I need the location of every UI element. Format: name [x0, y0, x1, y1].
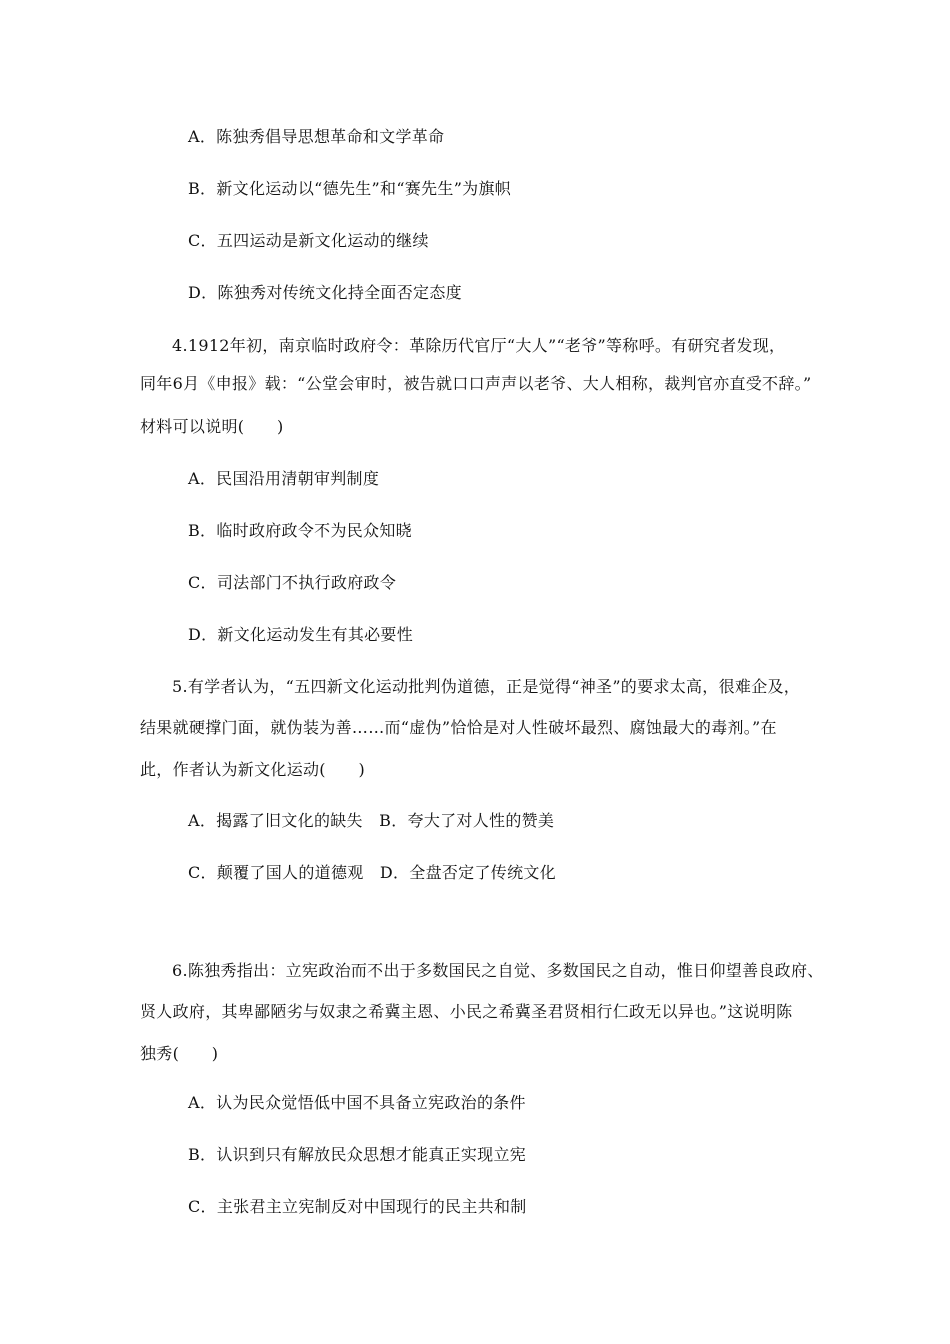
option-a: A．陈独秀倡导思想革命和文学革命: [188, 127, 445, 146]
question-5-options-row-2: C．颠覆了国人的道德观 D．全盘否定了传统文化: [188, 863, 556, 882]
question-6-option-a: A．认为民众觉悟低中国不具备立宪政治的条件: [188, 1093, 526, 1112]
question-4-stem-line-3: 材料可以说明( ): [140, 417, 284, 436]
question-5-stem-line-2: 结果就硬撑门面，就伪装为善……而“虚伪”恰恰是对人性破坏最烈、腐蚀最大的毒剂。”在: [140, 718, 777, 737]
question-5-stem-line-1: 5.有学者认为，“五四新文化运动批判伪道德，正是觉得“神圣”的要求太高，很难企及，: [172, 677, 801, 696]
question-4-option-b: B．临时政府政令不为民众知晓: [188, 521, 412, 540]
question-6-stem-line-2: 贤人政府，其卑鄙陋劣与奴隶之希冀主恩、小民之希冀圣君贤相行仁政无以异也。”这说明陈: [140, 1002, 793, 1021]
option-c: C．五四运动是新文化运动的继续: [188, 231, 429, 250]
option-b: B．新文化运动以“德先生”和“赛先生”为旗帜: [188, 179, 512, 198]
question-6-option-b: B．认识到只有解放民众思想才能真正实现立宪: [188, 1145, 527, 1164]
question-6-stem-line-3: 独秀( ): [140, 1044, 219, 1063]
question-6-stem-line-1: 6.陈独秀指出：立宪政治而不出于多数国民之自觉、多数国民之自动，惟日仰望善良政府、: [172, 961, 824, 980]
option-d: D．陈独秀对传统文化持全面否定态度: [188, 283, 462, 302]
question-5-options-row-1: A．揭露了旧文化的缺失 B．夸大了对人性的赞美: [188, 811, 555, 830]
question-5-stem-line-3: 此，作者认为新文化运动( ): [140, 760, 365, 779]
question-4-option-c: C．司法部门不执行政府政令: [188, 573, 397, 592]
question-4-stem-line-1: 4.1912年初，南京临时政府令：革除历代官厅“大人”“老爷”等称呼。有研究者发现，: [172, 336, 786, 355]
question-6-option-c: C．主张君主立宪制反对中国现行的民主共和制: [188, 1197, 527, 1216]
question-4-option-a: A．民国沿用清朝审判制度: [188, 469, 380, 488]
question-4-option-d: D．新文化运动发生有其必要性: [188, 625, 414, 644]
question-4-stem-line-2: 同年6月《申报》载：“公堂会审时，被告就口口声声以老爷、大人相称，裁判官亦直受不辞。”: [140, 374, 812, 393]
